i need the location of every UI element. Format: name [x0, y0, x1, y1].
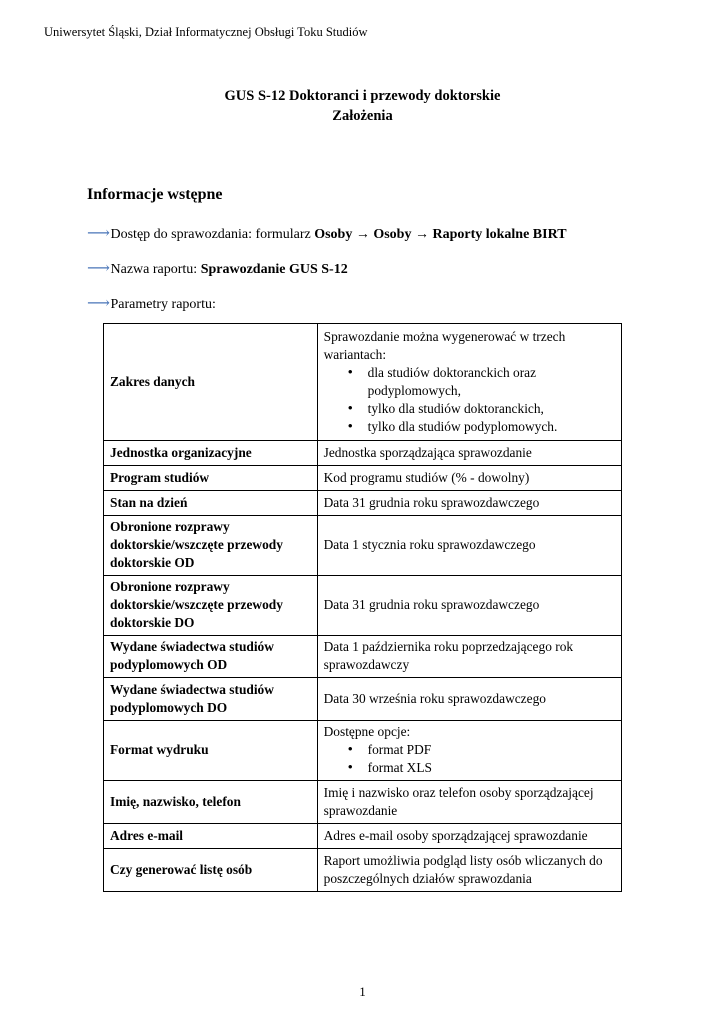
param-label: Obronione rozprawy doktorskie/wszczęte przewody doktorskie OD: [104, 516, 318, 576]
params-label: Parametry raportu:: [110, 297, 216, 312]
param-value: Raport umożliwia podgląd listy osób wliczanych do poszczególnych działów sprawozdania: [317, 849, 621, 892]
param-value: [317, 324, 621, 441]
table-row: [104, 466, 622, 491]
section-heading: Informacje wstępne: [87, 186, 223, 203]
bullet-list: [324, 364, 615, 436]
access-info-line: [87, 223, 567, 243]
param-value-intro: Dostępne opcje:: [323, 724, 411, 739]
report-name-prefix: Nazwa raportu:: [110, 262, 201, 277]
param-label: Program studiów: [104, 466, 318, 491]
table-row: [104, 849, 622, 892]
table-row: [104, 721, 622, 781]
params-line: [87, 293, 216, 313]
param-value: Data 30 września roku sprawozdawczego: [317, 678, 621, 721]
param-value: Imię i nazwisko oraz telefon osoby sporządzającej sprawozdanie: [317, 781, 621, 824]
param-label: Imię, nazwisko, telefon: [104, 781, 318, 824]
parameters-table: [103, 323, 622, 892]
table-row: [104, 781, 622, 824]
param-value: Data 1 stycznia roku sprawozdawczego: [317, 516, 621, 576]
param-value: Data 31 grudnia roku sprawozdawczego: [317, 576, 621, 636]
list-item: • format XLS: [348, 759, 615, 777]
table-row: [104, 491, 622, 516]
param-label: Stan na dzień: [104, 491, 318, 516]
document-title: GUS S-12 Doktoranci i przewody doktorskie: [224, 88, 501, 104]
access-path: Osoby → Osoby → Raporty lokalne BIRT: [314, 227, 567, 242]
param-label: Czy generować listę osób: [104, 849, 318, 892]
param-label: Jednostka organizacyjne: [104, 441, 318, 466]
table-row: [104, 576, 622, 636]
table-row: [104, 636, 622, 678]
list-item: • tylko dla studiów doktoranckich,: [348, 400, 615, 418]
arrow-right-icon: ⟶: [87, 295, 110, 312]
param-label: Obronione rozprawy doktorskie/wszczęte przewody doktorskie DO: [104, 576, 318, 636]
page-header: Uniwersytet Śląski, Dział Informatycznej Obsługi Toku Studiów: [44, 25, 368, 39]
param-value: Jednostka sporządzająca sprawozdanie: [317, 441, 621, 466]
access-prefix: Dostęp do sprawozdania: formularz: [110, 227, 315, 242]
param-label: Wydane świadectwa studiów podyplomowych OD: [104, 636, 318, 678]
table-row: [104, 324, 622, 441]
arrow-right-icon: ⟶: [87, 225, 110, 242]
param-value: Adres e-mail osoby sporządzającej sprawozdanie: [317, 824, 621, 849]
document-subtitle: Założenia: [332, 108, 393, 124]
list-item: • format PDF: [348, 741, 615, 759]
param-value: Kod programu studiów (% - dowolny): [317, 466, 621, 491]
bullet-list: [324, 741, 615, 777]
report-name-line: [87, 258, 348, 278]
param-value: Data 1 października roku poprzedzającego rok sprawozdawczy: [317, 636, 621, 678]
table-row: [104, 678, 622, 721]
param-value: Data 31 grudnia roku sprawozdawczego: [317, 491, 621, 516]
param-label: Adres e-mail: [104, 824, 318, 849]
table-row: [104, 516, 622, 576]
param-label: Format wydruku: [104, 721, 318, 781]
page-number: 1: [359, 984, 366, 999]
table-row: [104, 824, 622, 849]
param-label: Zakres danych: [104, 324, 318, 441]
report-name-value: Sprawozdanie GUS S-12: [200, 262, 348, 277]
list-item: • tylko dla studiów podyplomowych.: [348, 418, 615, 436]
arrow-right-icon: ⟶: [87, 260, 110, 277]
table-row: [104, 441, 622, 466]
param-value: [317, 721, 621, 781]
param-label: Wydane świadectwa studiów podyplomowych DO: [104, 678, 318, 721]
param-value-intro: Sprawozdanie można wygenerować w trzech wariantach:: [323, 328, 566, 362]
list-item: • dla studiów doktoranckich oraz podyplomowych,: [348, 364, 615, 400]
